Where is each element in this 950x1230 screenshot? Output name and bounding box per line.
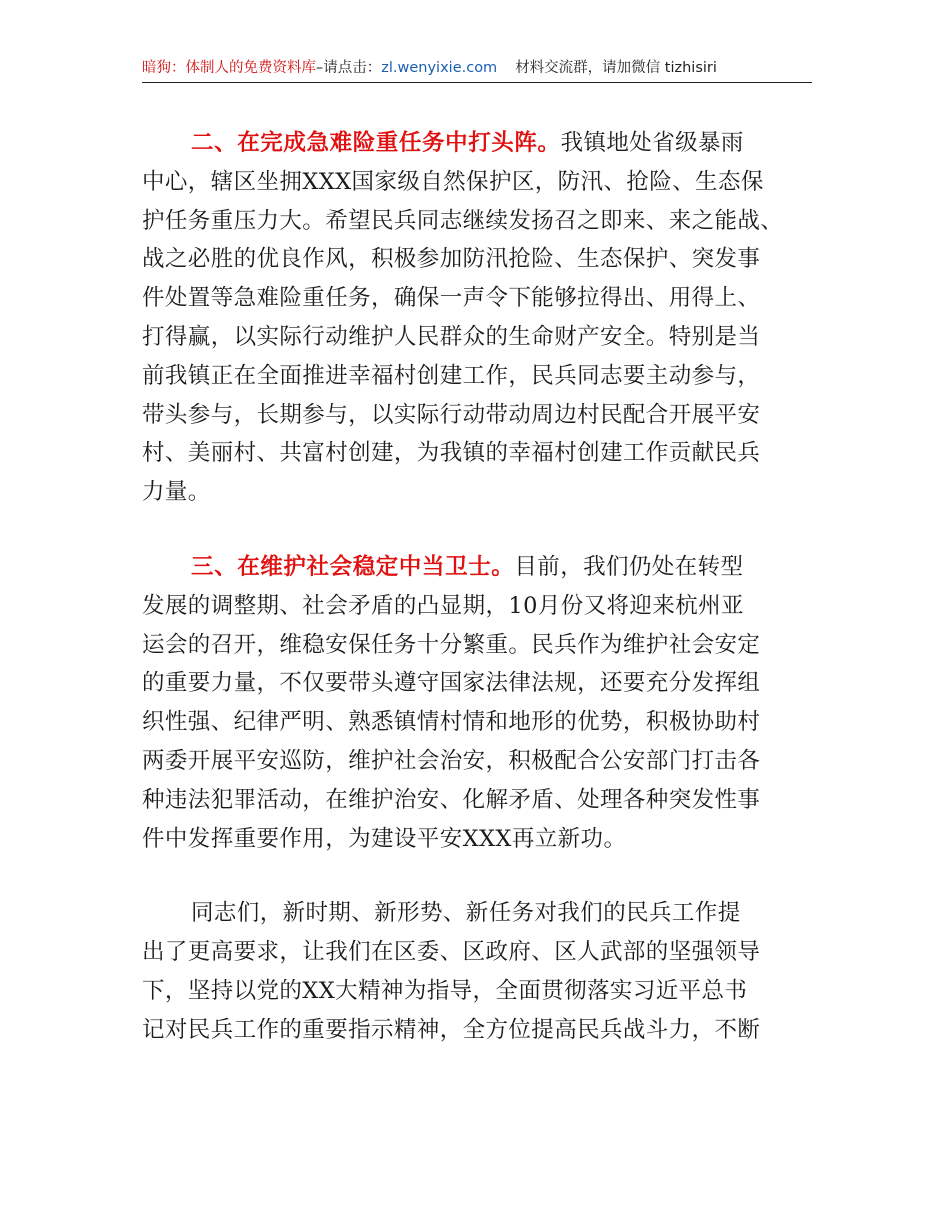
- text-line: 打得赢，以实际行动维护人民群众的生命财产安全。特别是当: [142, 323, 761, 350]
- text-line: 力量。: [142, 479, 211, 506]
- text-line: 件中发挥重要作用，为建设平安XXX再立新功。: [142, 825, 627, 852]
- text-line: 运会的召开，维稳安保任务十分繁重。民兵作为维护社会安定: [142, 631, 761, 658]
- text-line: 种违法犯罪活动，在维护治安、化解矛盾、处理各种突发性事: [142, 786, 761, 813]
- paragraph-first-line: [142, 548, 818, 587]
- document-body: [142, 124, 818, 1086]
- text-line: 两委开展平安巡防，维护社会治安，积极配合公安部门打击各: [142, 747, 761, 774]
- header-url-link[interactable]: zl.wenyixie.com: [381, 60, 498, 76]
- header-group-note: 材料交流群，请加微信 tizhisiri: [515, 60, 717, 76]
- text-line: 目前，我们仍处在转型: [514, 553, 744, 580]
- section-paragraph-3: [142, 548, 818, 858]
- text-line: 村、美丽村、共富村创建，为我镇的幸福村创建工作贡献民兵: [142, 440, 761, 467]
- section-paragraph-2: [142, 124, 818, 512]
- text-line: 战之必胜的优良作风，积极参加防汛抢险、生态保护、突发事: [142, 246, 761, 273]
- header-brand: 暗狗：体制人的免费资料库: [142, 60, 316, 76]
- section-heading: 二、在完成急难险重任务中打头阵。: [191, 130, 561, 156]
- page-header-banner: [142, 56, 812, 83]
- text-line: 护任务重压力大。希望民兵同志继续发扬召之即来、来之能战、: [142, 207, 784, 234]
- text-line: 我镇地处省级暴雨: [560, 130, 744, 156]
- text-line: 下，坚持以党的XX大精神为指导，全面贯彻落实习近平总书: [142, 977, 748, 1004]
- text-line: 件处置等急难险重任务，确保一声令下能够拉得出、用得上、: [142, 285, 761, 312]
- text-line: 发展的调整期、社会矛盾的凸显期，10月份又将迎来杭州亚: [142, 592, 744, 619]
- text-line: 织性强、纪律严明、熟悉镇情村情和地形的优势，积极协助村: [142, 709, 761, 736]
- text-line: 中心，辖区坐拥XXX国家级自然保护区，防汛、抢险、生态保: [142, 168, 764, 195]
- header-click-prompt: –请点击：: [316, 60, 382, 76]
- text-line: 带头参与，长期参与，以实际行动带动周边村民配合开展平安: [142, 401, 761, 428]
- text-line: 的重要力量，不仅要带头遵守国家法律法规，还要充分发挥组: [142, 670, 761, 697]
- text-line: 记对民兵工作的重要指示精神，全方位提高民兵战斗力，不断: [142, 1016, 761, 1043]
- paragraph-first-line: 同志们，新时期、新形势、新任务对我们的民兵工作提: [191, 900, 741, 927]
- text-line: 出了更高要求，让我们在区委、区政府、区人武部的坚强领导: [142, 939, 761, 966]
- section-heading: 三、在维护社会稳定中当卫士。: [191, 553, 515, 580]
- closing-paragraph: [142, 894, 818, 1049]
- paragraph-first-line: [142, 124, 818, 163]
- text-line: 前我镇正在全面推进幸福村创建工作，民兵同志要主动参与，: [142, 362, 761, 389]
